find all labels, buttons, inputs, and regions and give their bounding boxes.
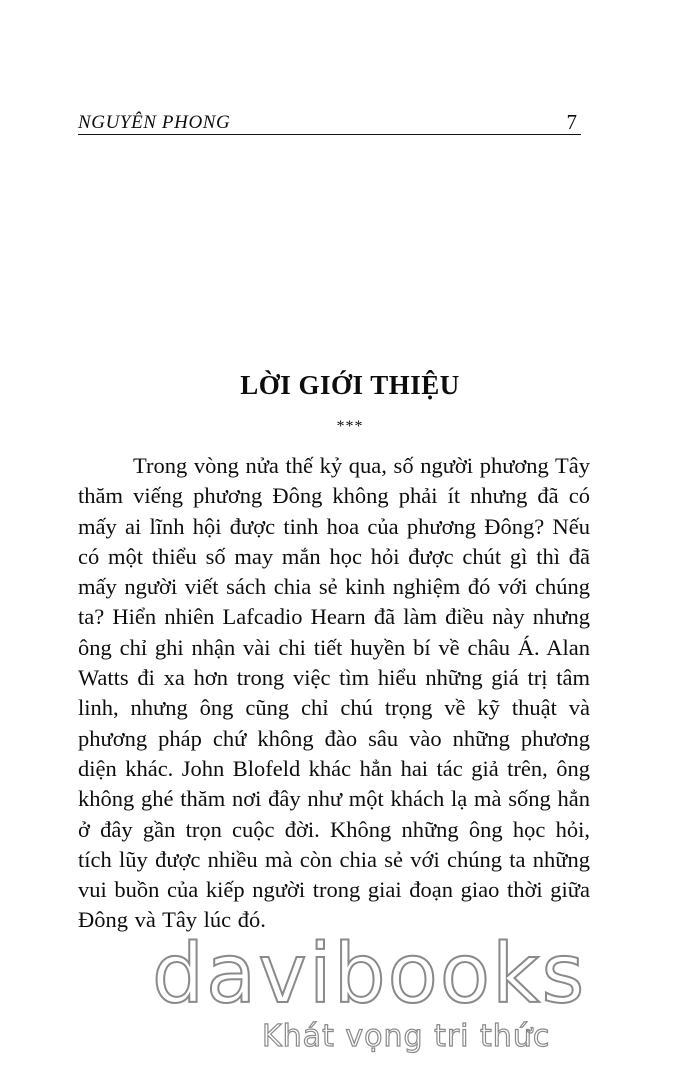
running-header: [78, 110, 581, 135]
watermark-tagline: Khát vọng tri thức: [262, 1019, 551, 1054]
chapter-title: LỜI GIỚI THIỆU: [240, 370, 460, 400]
watermark-brand: davibooks: [152, 927, 587, 1022]
page-number: 7: [566, 110, 577, 134]
section-ornament: ***: [336, 418, 364, 435]
watermark: [0, 927, 700, 1066]
header-author: NGUYÊN PHONG: [78, 112, 231, 133]
body-paragraph: Trong vòng nửa thế kỷ qua, số người phương Tây thăm viếng phương Đông không phải ít nhưng đã có mấy ai lĩnh hội được tinh hoa của phương Đông? Nếu có một thiểu số may mắn học hỏi được chút gì thì đã mấy người viết sách chia sẻ kinh nghiệm đó với chúng ta? Hiển nhiên Lafcadio Hearn đã làm điều này nhưng ông chỉ ghi nhận vài chi tiết huyền bí về châu Á. Alan Watts đi xa hơn trong việc tìm hiểu những giá trị tâm linh, nhưng ông cũng chỉ chú trọng về kỹ thuật và phương pháp chứ không đào sâu vào những phương diện khác. John Blofeld khác hẳn hai tác giả trên, ông không ghé thăm nơi đây như một khách lạ mà sống hẳn ở đây gần trọn cuộc đời. Không những ông học hỏi, tích lũy được nhiều mà còn chia sẻ với chúng ta những vui buồn của kiếp người trong giai đoạn giao thời giữa Đông và Tây lúc đó.: [78, 453, 590, 933]
